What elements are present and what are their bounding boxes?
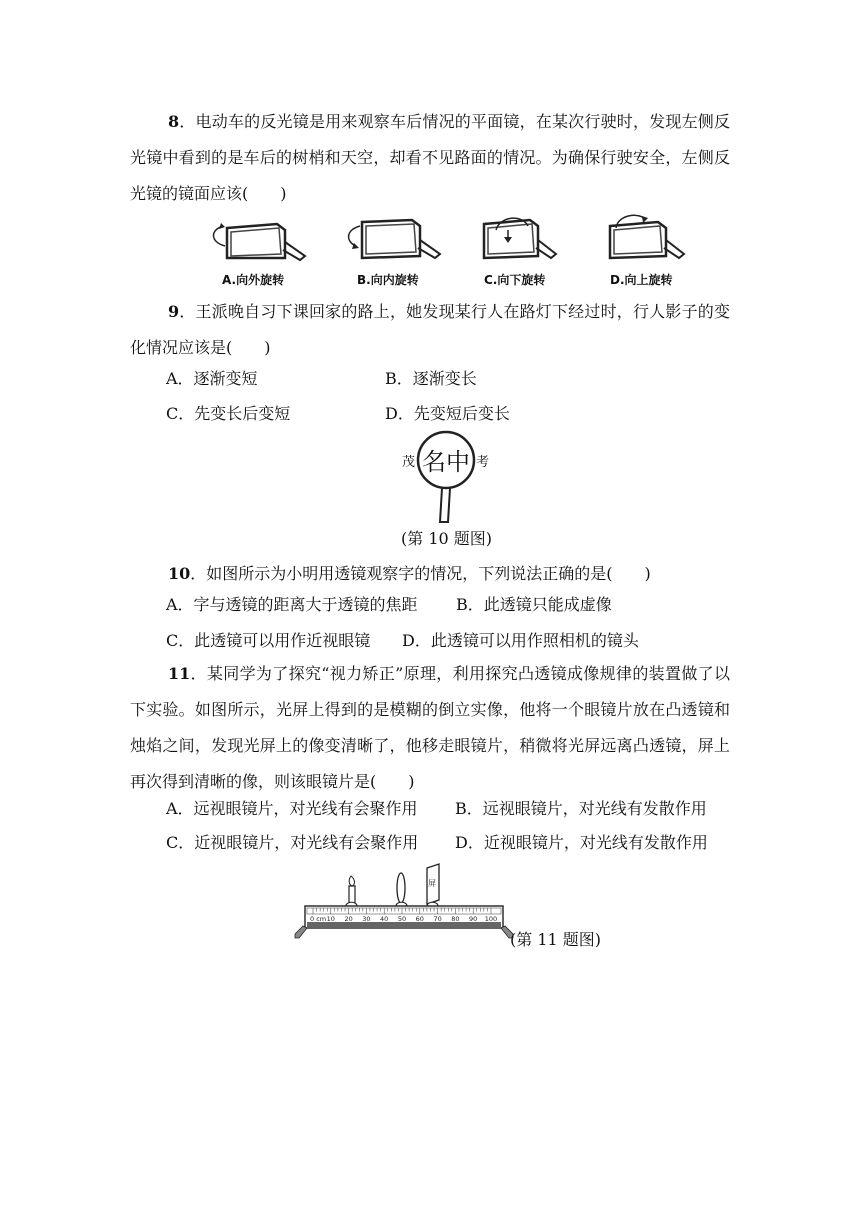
question-number: 8: [168, 112, 180, 131]
magnifier-figure: [390, 430, 510, 530]
mirror-figure-d: [600, 210, 710, 270]
question-text: ．如图所示为小明用透镜观察字的情况，下列说法正确的是( ): [190, 564, 651, 583]
question-number: 10: [168, 564, 191, 583]
question-number: 9: [168, 302, 180, 321]
screen-char: 屏: [428, 879, 436, 888]
option-b: B.向内旋转: [357, 273, 419, 287]
scale-label: 60: [415, 915, 424, 923]
figure-11-caption: (第 11 题图): [510, 930, 602, 949]
option-d: D．先变短后变长: [385, 404, 510, 423]
mirror-figure-c: [470, 210, 580, 270]
option-d: D．近视眼镜片，对光线有发散作用: [455, 833, 708, 852]
option-d: D．此透镜可以用作照相机的镜头: [402, 631, 639, 650]
question-text: ．电动车的反光镜是用来观察车后情况的平面镜，在某次行驶时，发现左侧反光镜中看到的是车后的树梢和天空，却看不见路面的情况。为确保行驶安全，左侧反光镜的镜面应该( ): [130, 112, 730, 203]
option-a: A．字与透镜的距离大于透镜的焦距: [166, 595, 418, 614]
option-b: B．逐渐变长: [385, 369, 477, 388]
mirror-figure-b: [340, 212, 450, 272]
scale-label: 0 cm: [310, 915, 327, 923]
option-a: A．远视眼镜片，对光线有会聚作用: [166, 799, 418, 818]
scale-label: 80: [451, 915, 460, 923]
option-d: D.向上旋转: [610, 273, 673, 287]
figure-char-left: 茂: [402, 455, 416, 470]
question-8: [130, 104, 730, 212]
scale-label: 20: [344, 915, 353, 923]
scale-label: 30: [362, 915, 371, 923]
option-b: B．远视眼镜片，对光线有发散作用: [455, 799, 707, 818]
option-a: A.向外旋转: [222, 273, 285, 287]
figure-char-center-1: 名: [422, 448, 446, 476]
question-11: [130, 656, 730, 800]
question-10: [130, 556, 730, 592]
option-b: B．此透镜只能成虚像: [456, 595, 612, 614]
scale-label: 50: [397, 915, 407, 923]
scale-label: 70: [433, 915, 442, 923]
mirror-figure-a: [205, 212, 315, 272]
option-c: C．近视眼镜片，对光线有会聚作用: [166, 833, 419, 852]
question-text: ．王派晚自习下课回家的路上，她发现某行人在路灯下经过时，行人影子的变化情况应该是( ): [130, 302, 730, 357]
option-c: C．此透镜可以用作近视眼镜: [166, 631, 371, 650]
scale-label: 90: [469, 915, 478, 923]
figure-char-center-2: 中: [446, 448, 470, 476]
optical-bench-figure: [295, 856, 515, 941]
option-a: A．逐渐变短: [166, 369, 258, 388]
question-text: ．某同学为了探究“视力矫正”原理，利用探究凸透镜成像规律的装置做了以下实验。如图所示，光屏上得到的是模糊的倒立实像，他将一个眼镜片放在凸透镜和烛焰之间，发现光屏上的像变清晰了，他移走眼镜片，稍微将光屏远离凸透镜，屏上再次得到清晰的像，则该眼镜片是( ): [130, 664, 730, 791]
question-9: [130, 294, 730, 366]
scale-label: 100: [484, 915, 498, 923]
scale-label: 10: [326, 915, 335, 923]
question-number: 11: [168, 664, 191, 683]
figure-char-right: 考: [476, 455, 490, 470]
scale-label: 40: [380, 915, 389, 923]
figure-10-caption: (第 10 题图): [401, 529, 493, 548]
option-c: C.向下旋转: [484, 273, 546, 287]
option-c: C．先变长后变短: [166, 404, 291, 423]
